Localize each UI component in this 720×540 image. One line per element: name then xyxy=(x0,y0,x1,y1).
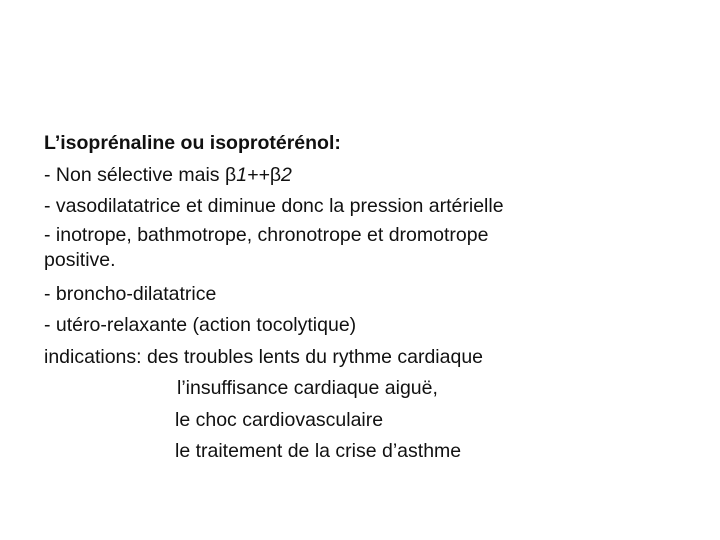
indication-item: l’insuffisance cardiaque aiguë, xyxy=(177,377,438,399)
slide-content xyxy=(44,128,704,468)
vasodilatation-line: - vasodilatatrice et diminue donc la pression artérielle xyxy=(44,195,504,217)
selectivity-line xyxy=(44,160,704,192)
indications-label: indications: xyxy=(44,345,142,368)
selectivity-beta-symbol: β xyxy=(269,163,282,186)
inotrope-line-part2: positive. xyxy=(44,248,116,271)
indication-item: le traitement de la crise d’asthme xyxy=(175,440,462,462)
selectivity-beta1: 1++ xyxy=(236,163,270,186)
selectivity-prefix: - Non sélective mais β xyxy=(44,163,237,186)
indication-item: le choc cardiovasculaire xyxy=(175,408,384,431)
broncho-line: - broncho-dilatatrice xyxy=(44,282,217,305)
indication-item: des troubles lents du rythme cardiaque xyxy=(146,345,484,368)
drug-title: L’isoprénaline ou isoprotérénol: xyxy=(44,132,341,154)
inotrope-line xyxy=(44,223,704,273)
selectivity-beta2: 2 xyxy=(281,163,292,186)
utero-line: - utéro-relaxante (action tocolytique) xyxy=(44,314,357,336)
indications-line xyxy=(44,342,704,374)
inotrope-line-part1: - inotrope, bathmotrope, chronotrope et dromotrope xyxy=(44,223,489,246)
